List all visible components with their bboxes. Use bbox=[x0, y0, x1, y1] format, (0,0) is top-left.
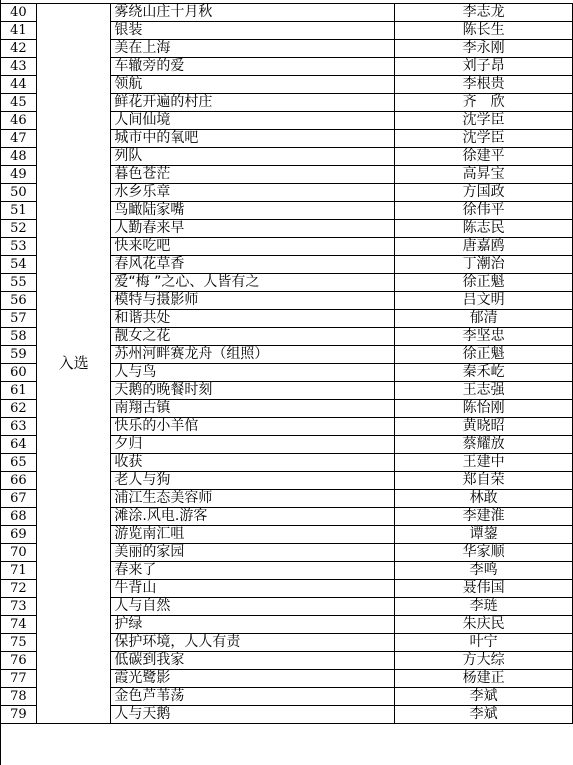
row-number-cell[interactable]: 62 bbox=[1, 400, 37, 418]
row-number-cell[interactable]: 60 bbox=[1, 364, 37, 382]
row-number-cell[interactable]: 77 bbox=[1, 670, 37, 688]
title-cell[interactable]: 金色芦苇荡 bbox=[111, 688, 395, 706]
row-number-cell[interactable]: 42 bbox=[1, 40, 37, 58]
author-cell[interactable]: 谭鋆 bbox=[395, 526, 573, 544]
title-cell[interactable]: 收获 bbox=[111, 454, 395, 472]
author-cell[interactable]: 方国政 bbox=[395, 184, 573, 202]
title-cell[interactable]: 水乡乐章 bbox=[111, 184, 395, 202]
title-cell[interactable]: 鲜花开遍的村庄 bbox=[111, 94, 395, 112]
row-number-cell[interactable]: 67 bbox=[1, 490, 37, 508]
author-cell[interactable]: 李斌 bbox=[395, 706, 573, 724]
author-cell[interactable]: 李永刚 bbox=[395, 40, 573, 58]
title-cell[interactable]: 老人与狗 bbox=[111, 472, 395, 490]
title-cell[interactable]: 美丽的家园 bbox=[111, 544, 395, 562]
author-cell[interactable]: 李建淮 bbox=[395, 508, 573, 526]
author-cell[interactable]: 齐 欣 bbox=[395, 94, 573, 112]
row-number-cell[interactable]: 71 bbox=[1, 562, 37, 580]
author-cell[interactable]: 秦禾屹 bbox=[395, 364, 573, 382]
author-cell[interactable]: 郁清 bbox=[395, 310, 573, 328]
title-cell[interactable]: 霞光鹭影 bbox=[111, 670, 395, 688]
title-cell[interactable]: 雾绕山庄十月秋 bbox=[111, 4, 395, 22]
row-number-cell[interactable]: 43 bbox=[1, 58, 37, 76]
title-cell[interactable]: 护绿 bbox=[111, 616, 395, 634]
row-number-cell[interactable]: 61 bbox=[1, 382, 37, 400]
title-cell[interactable]: 人与自然 bbox=[111, 598, 395, 616]
title-cell[interactable]: 和谐共处 bbox=[111, 310, 395, 328]
row-number-cell[interactable]: 66 bbox=[1, 472, 37, 490]
row-number-cell[interactable]: 73 bbox=[1, 598, 37, 616]
author-cell[interactable]: 丁潮治 bbox=[395, 256, 573, 274]
row-number-cell[interactable]: 56 bbox=[1, 292, 37, 310]
row-number-cell[interactable]: 65 bbox=[1, 454, 37, 472]
title-cell[interactable]: 领航 bbox=[111, 76, 395, 94]
author-cell[interactable]: 聂伟国 bbox=[395, 580, 573, 598]
author-cell[interactable]: 郑自荣 bbox=[395, 472, 573, 490]
row-number-cell[interactable]: 44 bbox=[1, 76, 37, 94]
title-cell[interactable]: 春来了 bbox=[111, 562, 395, 580]
row-number-cell[interactable]: 46 bbox=[1, 112, 37, 130]
row-number-cell[interactable]: 59 bbox=[1, 346, 37, 364]
title-cell[interactable]: 暮色苍茫 bbox=[111, 166, 395, 184]
title-cell[interactable]: 滩涂.风电.游客 bbox=[111, 508, 395, 526]
title-cell[interactable]: 牛背山 bbox=[111, 580, 395, 598]
author-cell[interactable]: 沈学臣 bbox=[395, 112, 573, 130]
title-cell[interactable]: 美在上海 bbox=[111, 40, 395, 58]
row-number-cell[interactable]: 75 bbox=[1, 634, 37, 652]
title-cell[interactable]: 人勤春来早 bbox=[111, 220, 395, 238]
row-number-cell[interactable]: 76 bbox=[1, 652, 37, 670]
author-cell[interactable]: 李鸣 bbox=[395, 562, 573, 580]
title-cell[interactable]: 城市中的氧吧 bbox=[111, 130, 395, 148]
title-cell[interactable]: 低碳到我家 bbox=[111, 652, 395, 670]
row-number-cell[interactable]: 64 bbox=[1, 436, 37, 454]
author-cell[interactable]: 杨建正 bbox=[395, 670, 573, 688]
title-cell[interactable]: 快乐的小羊倌 bbox=[111, 418, 395, 436]
row-number-cell[interactable]: 48 bbox=[1, 148, 37, 166]
author-cell[interactable]: 李根贵 bbox=[395, 76, 573, 94]
title-cell[interactable]: 游览南汇咀 bbox=[111, 526, 395, 544]
title-cell[interactable]: 苏州河畔赛龙舟（组照） bbox=[111, 346, 395, 364]
author-cell[interactable]: 高昇宝 bbox=[395, 166, 573, 184]
author-cell[interactable]: 徐伟平 bbox=[395, 202, 573, 220]
row-number-cell[interactable]: 41 bbox=[1, 22, 37, 40]
author-cell[interactable]: 李琏 bbox=[395, 598, 573, 616]
row-number-cell[interactable]: 47 bbox=[1, 130, 37, 148]
author-cell[interactable]: 陈志民 bbox=[395, 220, 573, 238]
title-cell[interactable]: 人与鸟 bbox=[111, 364, 395, 382]
award-table bbox=[0, 3, 573, 724]
row-number-cell[interactable]: 79 bbox=[1, 706, 37, 724]
row-number-cell[interactable]: 69 bbox=[1, 526, 37, 544]
title-cell[interactable]: 列队 bbox=[111, 148, 395, 166]
title-cell[interactable]: 浦江生态美容师 bbox=[111, 490, 395, 508]
row-number-cell[interactable]: 70 bbox=[1, 544, 37, 562]
title-cell[interactable]: 爱“梅 ”之心、人皆有之 bbox=[111, 274, 395, 292]
author-cell[interactable]: 李坚忠 bbox=[395, 328, 573, 346]
title-cell[interactable]: 夕归 bbox=[111, 436, 395, 454]
row-number-cell[interactable]: 78 bbox=[1, 688, 37, 706]
author-cell[interactable]: 王志强 bbox=[395, 382, 573, 400]
row-number-cell[interactable]: 40 bbox=[1, 4, 37, 22]
award-table-body bbox=[1, 4, 573, 724]
row-number-cell[interactable]: 53 bbox=[1, 238, 37, 256]
title-cell[interactable]: 春风花草香 bbox=[111, 256, 395, 274]
title-cell[interactable]: 人与天鹅 bbox=[111, 706, 395, 724]
row-number-cell[interactable]: 50 bbox=[1, 184, 37, 202]
title-cell[interactable]: 鸟瞰陆家嘴 bbox=[111, 202, 395, 220]
row-number-cell[interactable]: 58 bbox=[1, 328, 37, 346]
title-cell[interactable]: 车辙旁的爱 bbox=[111, 58, 395, 76]
title-cell[interactable]: 人间仙境 bbox=[111, 112, 395, 130]
title-cell[interactable]: 靓女之花 bbox=[111, 328, 395, 346]
author-cell[interactable]: 黄晓昭 bbox=[395, 418, 573, 436]
row-number-cell[interactable]: 49 bbox=[1, 166, 37, 184]
author-cell[interactable]: 叶宁 bbox=[395, 634, 573, 652]
category-cell[interactable]: 入选 bbox=[36, 4, 111, 724]
author-cell[interactable]: 吕文明 bbox=[395, 292, 573, 310]
row-number-cell[interactable]: 55 bbox=[1, 274, 37, 292]
row-number-cell[interactable]: 72 bbox=[1, 580, 37, 598]
row-number-cell[interactable]: 63 bbox=[1, 418, 37, 436]
author-cell[interactable]: 徐正魁 bbox=[395, 346, 573, 364]
title-cell[interactable]: 模特与摄影师 bbox=[111, 292, 395, 310]
table-row bbox=[1, 4, 573, 22]
author-cell[interactable]: 沈学臣 bbox=[395, 130, 573, 148]
title-cell[interactable]: 天鹅的晚餐时刻 bbox=[111, 382, 395, 400]
title-cell[interactable]: 银装 bbox=[111, 22, 395, 40]
author-cell[interactable]: 方大综 bbox=[395, 652, 573, 670]
row-number-cell[interactable]: 57 bbox=[1, 310, 37, 328]
author-cell[interactable]: 华家顺 bbox=[395, 544, 573, 562]
author-cell[interactable]: 李斌 bbox=[395, 688, 573, 706]
author-cell[interactable]: 徐正魁 bbox=[395, 274, 573, 292]
author-cell[interactable]: 蔡耀放 bbox=[395, 436, 573, 454]
row-number-cell[interactable]: 45 bbox=[1, 94, 37, 112]
row-number-cell[interactable]: 52 bbox=[1, 220, 37, 238]
title-cell[interactable]: 保护环境，人人有责 bbox=[111, 634, 395, 652]
author-cell[interactable]: 刘子昂 bbox=[395, 58, 573, 76]
author-cell[interactable]: 陈怡刚 bbox=[395, 400, 573, 418]
title-cell[interactable]: 南翔古镇 bbox=[111, 400, 395, 418]
row-number-cell[interactable]: 68 bbox=[1, 508, 37, 526]
row-number-cell[interactable]: 74 bbox=[1, 616, 37, 634]
title-cell[interactable]: 快来吃吧 bbox=[111, 238, 395, 256]
author-cell[interactable]: 林敢 bbox=[395, 490, 573, 508]
row-number-cell[interactable]: 51 bbox=[1, 202, 37, 220]
author-cell[interactable]: 李志龙 bbox=[395, 4, 573, 22]
author-cell[interactable]: 王建中 bbox=[395, 454, 573, 472]
author-cell[interactable]: 陈长生 bbox=[395, 22, 573, 40]
row-number-cell[interactable]: 54 bbox=[1, 256, 37, 274]
author-cell[interactable]: 唐嘉鸥 bbox=[395, 238, 573, 256]
author-cell[interactable]: 徐建平 bbox=[395, 148, 573, 166]
author-cell[interactable]: 朱庆民 bbox=[395, 616, 573, 634]
